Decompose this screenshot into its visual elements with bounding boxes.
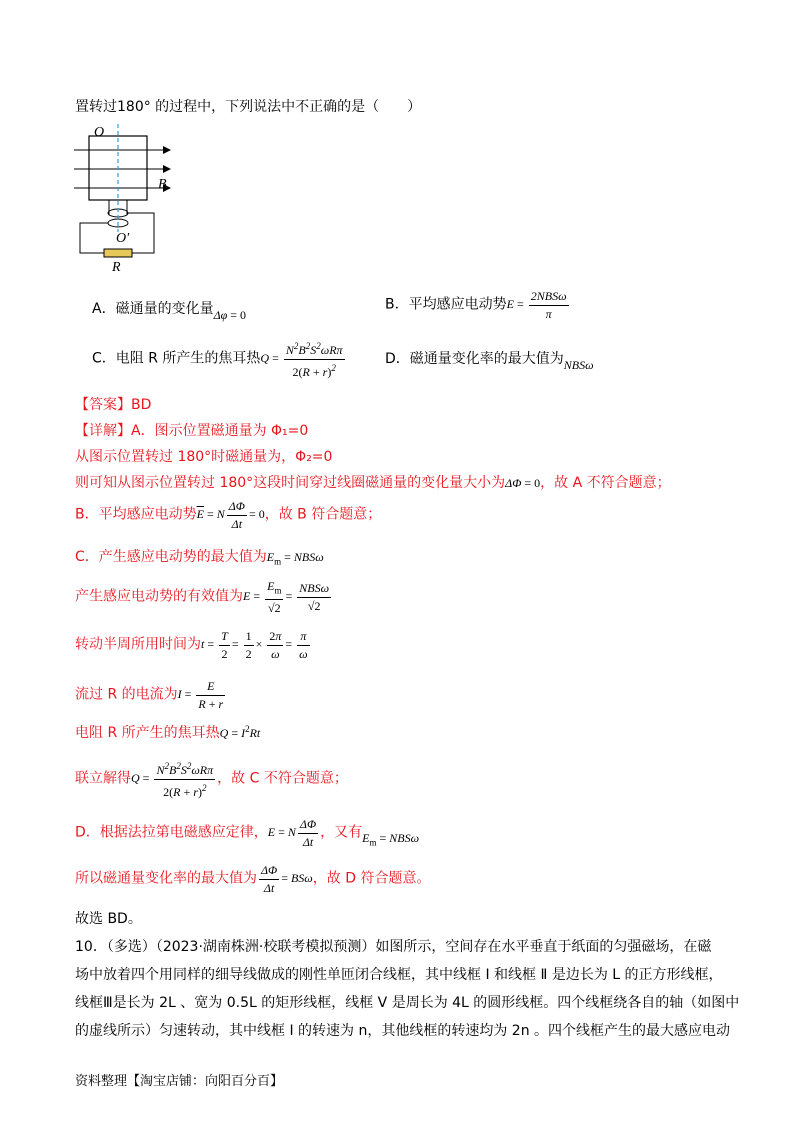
answer: 【答案】BD xyxy=(75,397,152,413)
detail-line-2: 从图示位置转过 180°时磁通量为，Φ₂=0 xyxy=(75,449,333,465)
detail-line-8: 流过 R 的电流为I = $\frac{E}{R + r}$ xyxy=(75,679,224,711)
q10-line-1: 10．（多选）（2023·湖南株洲·校联考模拟预测）如图所示，空间存在水平垂直于纸面的匀强磁场，在磁 xyxy=(75,939,712,955)
detail-line-11: D．根据法拉第电磁感应定律，E = N $\frac{\Delta\Phi}{\Delta t}$ ，又有$E_m = NBS\omega$ xyxy=(75,817,420,849)
option-d-label: D．磁通量变化率的最大值为 xyxy=(385,351,564,367)
option-c-label: C．电阻 R 所产生的焦耳热 xyxy=(92,350,261,367)
detail-line-9: 电阻 R 所产生的焦耳热$Q = I^2Rt$ xyxy=(75,724,261,741)
detail-line-6: 产生感应电动势的有效值为E = $\frac{E_m}{√2}$ = $\frac{\text{NBSω}}{√2}$ xyxy=(75,579,330,616)
label-O: O xyxy=(94,125,105,140)
option-b-label: B．平均感应电动势 xyxy=(385,296,507,313)
detail-line-12: 所以磁通量变化率的最大值为 $\frac{\Delta\Phi}{\Delta t}$ = BSω，故 D 符合题意。 xyxy=(75,863,431,895)
option-a: A．磁通量的变化量Δφ = 0 xyxy=(92,301,247,322)
detail-line-3: 则可知从图示位置转过 180°这段时间穿过线圈磁通量的变化量大小为ΔΦ = 0，故 A 不符合题意； xyxy=(75,475,671,491)
q10-line-2: 场中放着四个用同样的细导线做成的刚性单匝闭合线框，其中线框 Ⅰ 和线框 Ⅱ 是边长为 L 的正方形线框， xyxy=(75,967,723,983)
detail-line-4: B．平均感应电动势$\overline{E} = N$ $\frac{\Delta\Phi}{\Delta t}$ = 0，故 B 符合题意； xyxy=(75,499,382,531)
option-d: D．磁通量变化率的最大值为NBSω xyxy=(385,351,594,372)
detail-line-10: 联立解得Q = $\frac{N^2B^2S^2\omega R\pi}{2(R + r)^2}$ ，故 C 不符合题意； xyxy=(75,758,348,801)
circuit-figure xyxy=(70,120,200,280)
label-B: B xyxy=(158,177,167,192)
q10-line-4: 的虚线所示）匀速转动，其中线框 Ⅰ 的转速为 n，其他线框的转速均为 2n 。四个线框产生的最大感应电动 xyxy=(75,1023,731,1039)
q10-line-3: 线框Ⅲ是长为 2L 、宽为 0.5L 的矩形线框，线框 V 是周长为 4L 的圆形线框。四个线框绕各自的轴（如图中 xyxy=(75,995,740,1011)
label-O-prime: O′ xyxy=(116,231,130,246)
coil-diagram xyxy=(70,120,200,280)
footer-note: 资料整理【淘宝店铺：向阳百分百】 xyxy=(75,1074,284,1089)
label-R: R xyxy=(112,260,121,275)
option-a-label: A．磁通量的变化量 xyxy=(92,301,214,317)
option-b: B．平均感应电动势E = $\frac{\text{2NBSω}}{\pi}$ xyxy=(385,289,567,321)
option-c: C．电阻 R 所产生的焦耳热Q = $\frac{N^2B^2S^2\omega R\pi}{2(R + r)^2}$ xyxy=(92,338,347,381)
conclusion: 故选 BD。 xyxy=(75,911,142,927)
detail-line-5: C．产生感应电动势的最大值为$E_m = NBS\omega$ xyxy=(75,549,324,567)
detail-line-7: 转动半周所用时间为t = $\frac{T}{2}$ = $\frac{1}{2}$ × $\frac{2\pi}{\omega}$ = $\frac{\pi}{\omega}$ xyxy=(75,629,308,661)
detail-line-1: 【详解】A．图示位置磁通量为 Φ₁=0 xyxy=(75,423,309,439)
question-text: 置转过180° 的过程中，下列说法中不正确的是（ ） xyxy=(75,99,422,115)
